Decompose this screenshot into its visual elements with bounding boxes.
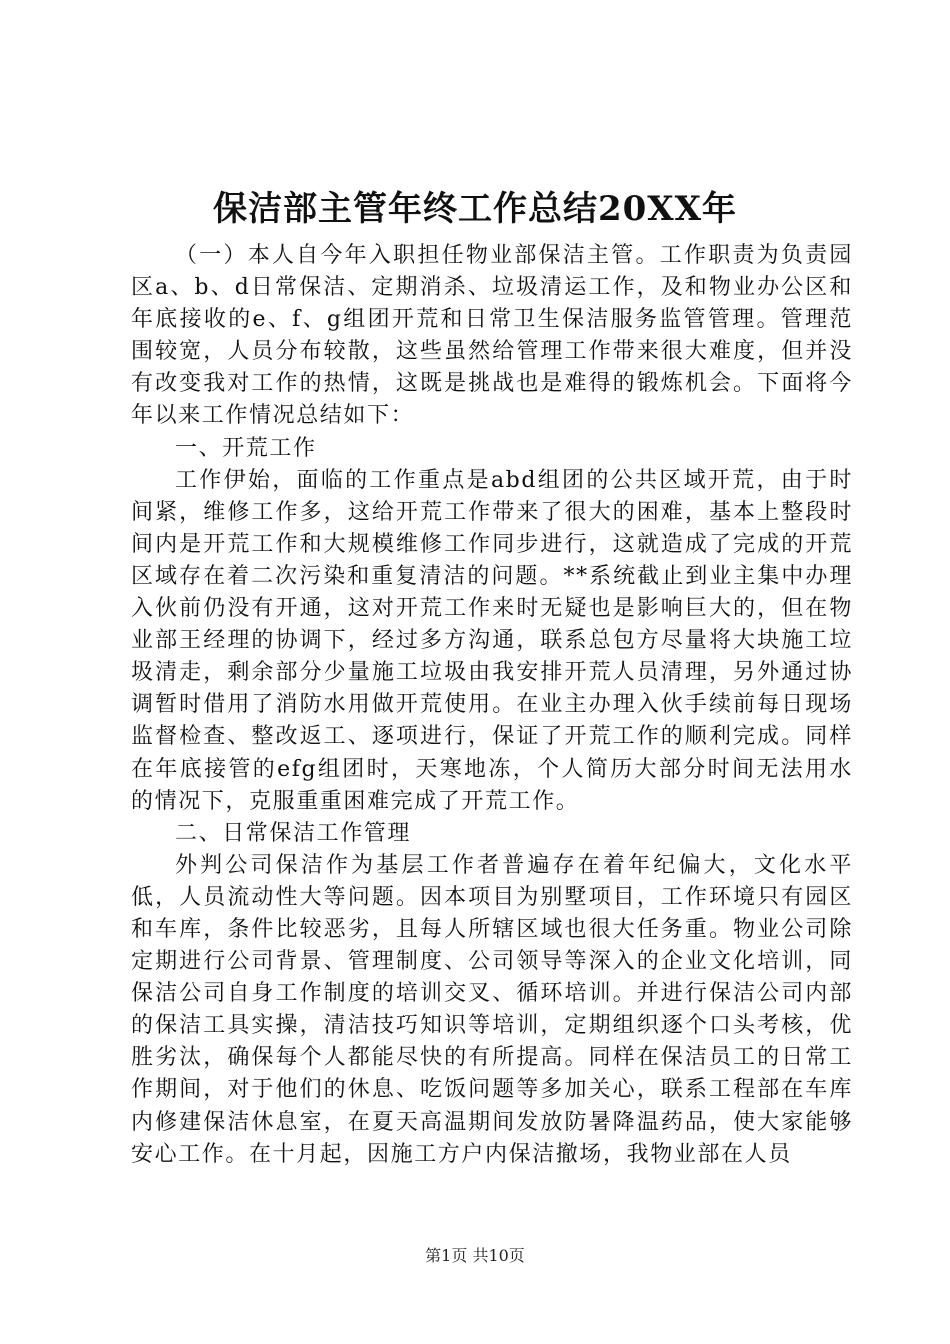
section-heading-1: 一、开荒工作 [175,435,317,461]
section-heading-2: 二、日常保洁工作管理 [175,820,412,846]
intro-paragraph: （一）本人自今年入职担任物业部保洁主管。工作职责为负责园区a、b、d日常保洁、定期消杀、垃圾清运工作，及和物业办公区和年底接收的e、f、g组团开荒和日常卫生保洁服务监管管理。管理范围较宽，人员分布较散，这些虽然给管理工作带来很大难度，但并没有改变我对工作的热情，这既是挑战也是难得的锻炼机会。下面将今年以来工作情况总结如下： [131,243,853,429]
page-footer: 第1页 共10页 [425,1246,525,1265]
document-body [131,240,853,1171]
section-paragraph-2: 外判公司保洁作为基层工作者普遍存在着年纪偏大，文化水平低，人员流动性大等问题。因本项目为别墅项目，工作环境只有园区和车库，条件比较恶劣，且每人所辖区域也很大任务重。物业公司除定期进行公司背景、管理制度、公司领导等深入的企业文化培训，同保洁公司自身工作制度的培训交叉、循环培训。并进行保洁公司内部的保洁工具实操，清洁技巧知识等培训，定期组织逐个口头考核，优胜劣汰，确保每个人都能尽快的有所提高。同样在保洁员工的日常工作期间，对于他们的休息、吃饭问题等多加关心，联系工程部在车库内修建保洁休息室，在夏天高温期间发放防暑降温药品，使大家能够安心工作。在十月起，因施工方户内保洁撤场，我物业部在人员 [131,852,853,1167]
section-paragraph-1: 工作伊始，面临的工作重点是abd组团的公共区域开荒，由于时间紧，维修工作多，这给开荒工作带来了很大的困难，基本上整段时间内是开荒工作和大规模维修工作同步进行，这就造成了完成的开荒区域存在着二次污染和重复清洁的问题。**系统截止到业主集中办理入伙前仍没有开通，这对开荒工作来时无疑也是影响巨大的，但在物业部王经理的协调下，经过多方沟通，联系总包方尽量将大块施工垃圾清走，剩余部分少量施工垃圾由我安排开荒人员清理，另外通过协调暂时借用了消防水用做开荒使用。在业主办理入伙手续前每日现场监督检查、整改返工、逐项进行，保证了开荒工作的顺利完成。同样在年底接管的efg组团时，天寒地冻，个人简历大部分时间无法用水的情况下，克服重重困难完成了开荒工作。 [131,467,853,814]
document-title: 保洁部主管年终工作总结20XX年 [212,189,738,229]
